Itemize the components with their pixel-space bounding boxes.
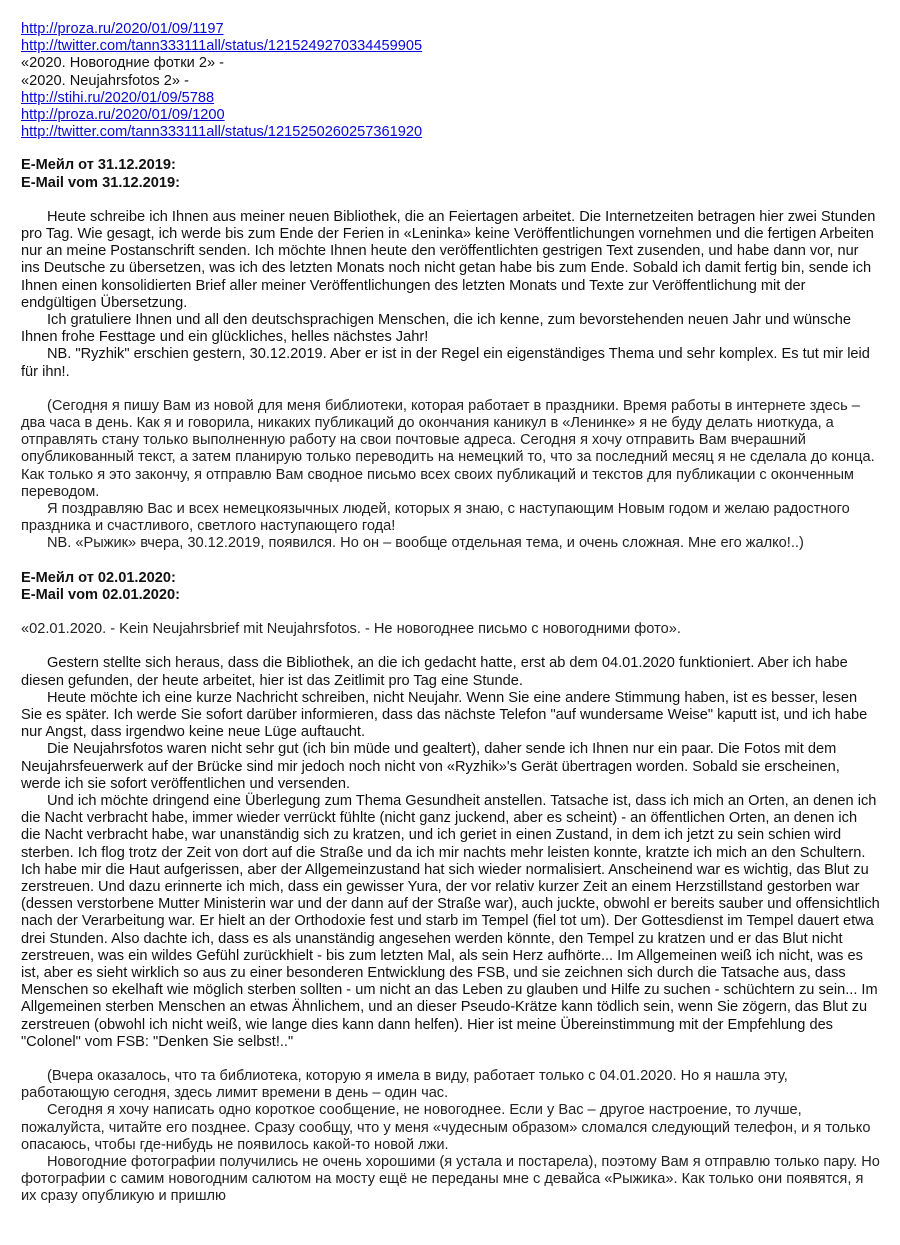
email1-de-paragraph: Ich gratuliere Ihnen und all den deutschsprachigen Menschen, die ich kenne, zum bevorstehenden neuen Jahr und wünsche Ihnen frohe Festtage und ein glückliches, helles nächstes Jahr! [21,312,852,346]
email2-heading-ru: E-Мейл от 02.01.2020: [21,569,176,586]
email2-subject: «02.01.2020. - Kein Neujahrsbrief mit Neujahrsfotos. - Не новогоднее письмо с новогодними фото». [21,621,681,638]
email1-heading-ru: E-Мейл от 31.12.2019: [21,157,176,174]
email2-de-paragraph: Gestern stellte sich heraus, dass die Bibliothek, an die ich gedacht hatte, erst ab dem 04.01.2020 funktioniert. Aber ich habe diesen gefunden, der heute arbeitet, hier ist das Zeitlimit pro Tag eine Stunde. [21,655,848,689]
email1-de-paragraph: Heute schreibe ich Ihnen aus meiner neuen Bibliothek, die an Feiertagen arbeitet. Die Internetzeiten betragen hier zwei Stunden pro Tag. Wie gesagt, ich werde bis zum Ende der Ferien in «Leninka» keine Veröffentlichungen vornehmen und die fertigen Arbeiten nur an meine Postanschrift senden. Ich möchte Ihnen heute den veröffentlichten gestrigen Text zusenden, und habe dann vor, nur ins Deutsche zu übersetzen, was ich des letzten Monats noch nicht getan habe bis zum Ende. Sobald ich damit fertig bin, sende ich Ihnen einen konsolidierten Brief aller meiner Veröffentlichungen des letzten Monats und Texte zur Veröffentlichung mit der endgültigen Übersetzung. [21,208,876,311]
link-twitter-1[interactable]: http://twitter.com/tann333111all/status/1215249270334459905 [21,38,423,55]
link-twitter-2[interactable]: http://twitter.com/tann333111all/status/1215250260257361920 [21,124,423,141]
link-proza-1200[interactable]: http://proza.ru/2020/01/09/1200 [21,107,225,124]
email1-de-paragraph: NB. "Ryzhik" erschien gestern, 30.12.2019. Aber er ist in der Regel ein eigenständiges Thema und sehr komplex. Es tut mir leid für ihn!. [21,346,870,380]
email2-ru-paragraph: Сегодня я хочу написать одно короткое сообщение, не новогоднее. Если у Вас – другое настроение, то лучше, пожалуйста, читайте его позднее. Сразу сообщу, что у меня «чудесным образом» сломался следующий телефон, и я только опасаюсь, чтобы где-нибудь не появилось какой-то новой лжи. [21,1102,871,1153]
title-de: «2020. Neujahrsfotos 2» - [21,72,189,89]
email1-heading-de: E-Mail vom 31.12.2019: [21,174,180,191]
email2-ru-paragraph: Новогодние фотографии получились не очень хорошими (я устала и постарела), поэтому Вам я отправлю только пару. Но фотографии с самим новогодним салютом на мосту ещё не переданы мне с девайса «Рыжика». Как только они появятся, я их сразу опубликую и пришлю [21,1153,880,1205]
link-proza-1197[interactable]: http://proza.ru/2020/01/09/1197 [21,21,224,37]
email1-ru-paragraph: (Сегодня я пишу Вам из новой для меня библиотеки, которая работает в праздники. Время работы в интернете здесь – два часа в день. Как я и говорила, никаких публикаций до окончания каникул в «Ленинке» я не буду делать ниоткуда, а отправлять стану только выполненную работу на свои почтовые адреса. Сегодня я хочу отправить Вам вчерашний опубликованный текст, а затем планирую только переводить на немецкий то, что за последний месяц я не сделала до конца. Как только я это закончу, я отправлю Вам сводное письмо всех своих публикаций и текстов для публикации с оконченным переводом. [21,397,875,500]
title-ru: «2020. Новогодние фотки 2» - [21,55,224,72]
email2-de-paragraph: Heute möchte ich eine kurze Nachricht schreiben, nicht Neujahr. Wenn Sie eine andere Stimmung haben, ist es besser, lesen Sie es später. Ich werde Sie sofort darüber informieren, dass das nächste Telefon "auf wundersame Weise" kaputt ist, und ich habe nur Angst, dass irgendwo keine neue Lüge auftaucht. [21,689,868,741]
email2-de-paragraph: Und ich möchte dringend eine Überlegung zum Thema Gesundheit anstellen. Tatsache ist, dass ich mich an Orten, an denen ich die Nacht verbracht habe, immer wieder verrückt fühlte (nicht ganz juckend, aber es scheint) - an öffentlichen Orten, an denen ich die Nacht verbracht habe, war unanständig sich zu kratzen, und ich geriet in einen Zustand, in dem ich jetzt zu sein schien wird sterben. Ich flog trotz der Zeit von dort auf die Straße und da ich mir nachts mehr leisten konnte, kratzte ich mich an den Schultern. Ich habe mir die Haut aufgerissen, aber der Allgemeinzustand hat sich wieder normalisiert. Anscheinend war es wichtig, das Blut zu zerstreuen. Und dazu erinnerte ich mich, dass ein gewisser Yura, der vor relativ kurzer Zeit an einem Herzstillstand gestorben war (dessen verstorbene Mutter Ministerin war und der dann auf der Straße war), auch juckte, obwohl er bereits sauber und offensichtlich nach der Verarbeitung war. Er hielt an der Orthodoxie fest und starb im Tempel (fiel tot um). Der Gottesdienst im Tempel dauert etwa drei Stunden. Also dachte ich, dass es als unanständig angesehen werden könnte, den Tempel zu kratzen und er das Blut nicht zerstreuen, was ein wildes Gefühl zurückhielt - bis zum letzten Mal, als sein Herz aufhörte... Im Allgemeinen weiß ich nicht, was es ist, aber es sieht wirklich so aus zu einer besonderen Entwicklung des FSB, und sie zeichnen sich durch die Tatsache aus, dass Menschen so ekelhaft wie möglich sterben sollten - um nicht an das Leben zu glauben und Hilfe zu suchen - schüchtern zu sein... Im Allgemeinen sterben Menschen an etwas Ähnlichem, und an dieser Pseudo-Krätze kann tödlich sein, wenn Sie zögern, das Blut zu zerstreuen (obwohl ich nicht weiß, wie lange dies kann dann helfen). Hier ist meine Übereinstimmung mit der Empfehlung des "Colonel" vom FSB: "Denken Sie selbst!.." [21,792,880,1050]
email2-de-paragraph: Die Neujahrsfotos waren nicht sehr gut (ich bin müde und gealtert), daher sende ich Ihnen nur ein paar. Die Fotos mit dem Neujahrsfeuerwerk auf der Brücke sind mir jedoch noch nicht von «Ryzhik»'s Gerät übertragen worden. Sobald sie erscheinen, werde ich sie sofort veröffentlichen und versenden. [21,741,840,792]
email2-heading-de: E-Mail vom 02.01.2020: [21,586,180,603]
link-stihi-5788[interactable]: http://stihi.ru/2020/01/09/5788 [21,89,215,106]
email1-ru-paragraph: NB. «Рыжик» вчера, 30.12.2019, появился. Но он – вообще отдельная тема, и очень сложная. Мне его жалко!..) [47,535,804,552]
email2-ru-paragraph: (Вчера оказалось, что та библиотека, которую я имела в виду, работает только с 04.01.2020. Но я нашла эту, работающую сегодня, здесь лимит времени в день – один час. [21,1067,788,1102]
email1-ru-paragraph: Я поздравляю Вас и всех немецкоязычных людей, которых я знаю, с наступающим Новым годом и желаю радостного праздника и счастливого, светлого наступающего года! [21,501,850,535]
